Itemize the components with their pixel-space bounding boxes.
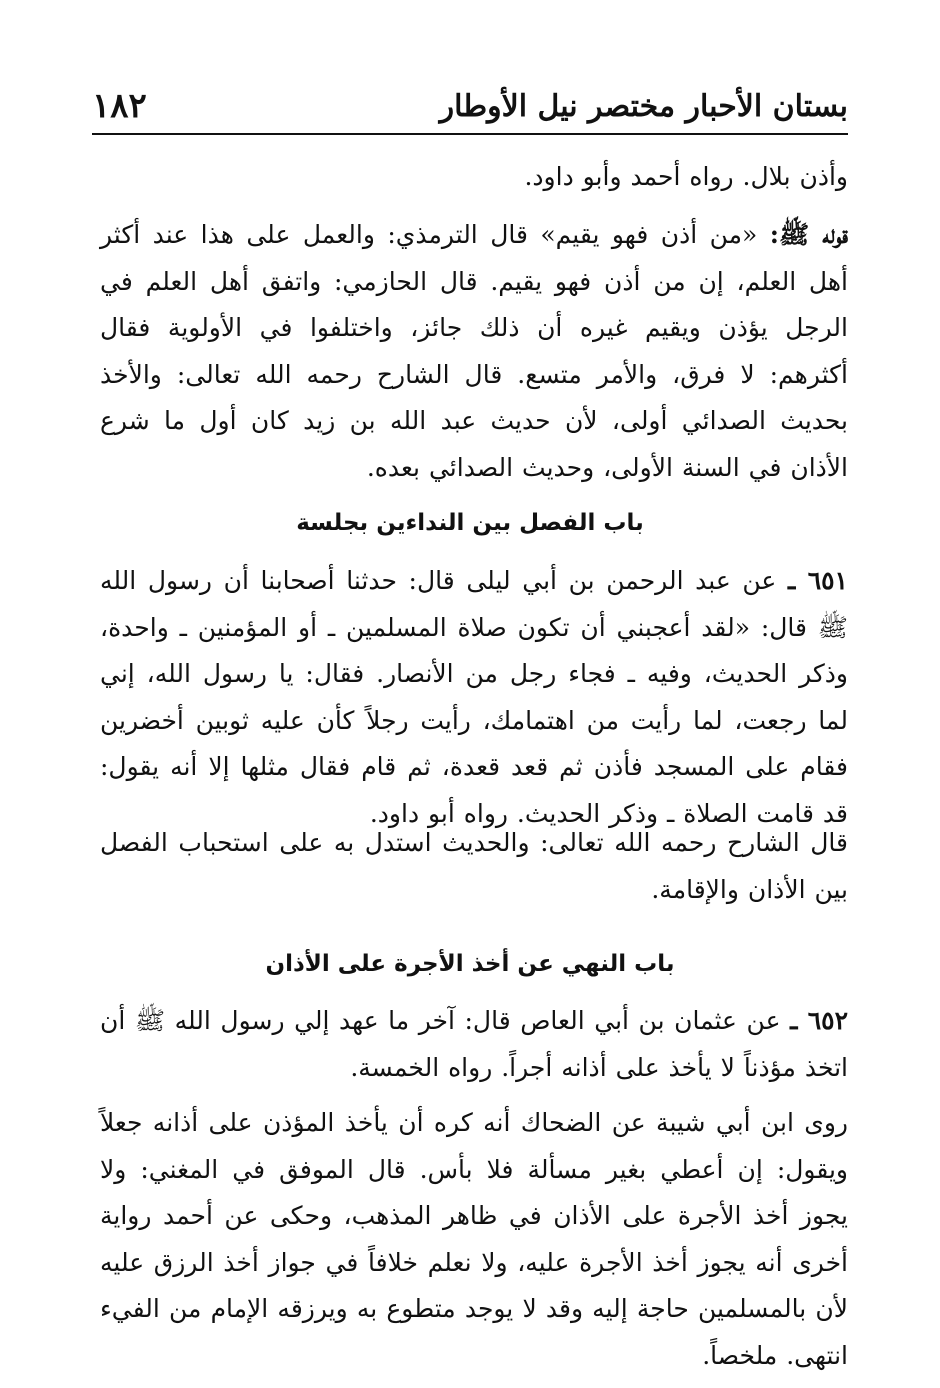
chapter-heading-1: باب الفصل بين النداءين بجلسة (296, 510, 644, 536)
page-header (92, 78, 848, 134)
chapter-heading-2: باب النهي عن أخذ الأجرة على الأذان (265, 951, 675, 977)
commentary-paragraph-1 (100, 212, 848, 491)
commentary-paragraph-2 (100, 820, 848, 913)
running-title: بستان الأحبار مختصر نيل الأوطار (439, 88, 848, 124)
header-divider (92, 133, 848, 135)
hadith-651 (100, 558, 848, 837)
commentary-text: روى ابن أبي شيبة عن الضحاك أنه كره أن يأخذ المؤذن على أذانه جعلاً ويقول: إن أعطي بغير مسألة فلا بأس. قال الموفق في المغني: ولا يجوز أخذ الأجرة على الأذان في ظاهر المذهب، وحكى عن أحمد رواية أخرى أنه يجوز أخذ الأجرة عليه، ولا نعلم خلافاً في جواز أخذ الرزق عليه لأن بالمسلمين حاجة إليه وقد لا يوجد متطوع به ويرزقه الإمام من الفيء انتهى. ملخصاً. (100, 1108, 848, 1370)
hadith-continuation (100, 154, 848, 201)
commentary-text: قال الشارح رحمه الله تعالى: والحديث استدل به على استحباب الفصل بين الأذان والإقامة. (100, 828, 848, 904)
commentary-paragraph-3 (100, 1100, 848, 1379)
hadith-number: ٦٥٢ ـ (790, 1006, 849, 1035)
hadith-text: عن عبد الرحمن بن أبي ليلى قال: حدثنا أصحابنا أن رسول الله ﷺ قال: «لقد أعجبني أن تكون صلاة المسلمين ـ أو المؤمنين ـ واحدة، وذكر الحديث، وفيه ـ فجاء رجل من الأنصار. فقال: يا رسول الله، إني لما رجعت، لما رأيت من اهتمامك، رأيت رجلاً كأن عليه ثوبين أخضرين فقام على المسجد فأذن ثم قعد قعدة، ثم قام فقال مثلها إلا أنه يقول: قد قامت الصلاة ـ وذكر الحديث. رواه أبو داود. (100, 566, 848, 828)
commentary-text: «من أذن فهو يقيم» قال الترمذي: والعمل على هذا عند أكثر أهل العلم، إن من أذن فهو يقيم. قال الحازمي: واتفق أهل العلم في الرجل يؤذن ويقيم غيره أن ذلك جائز، واختلفوا في الأولوية فقال أكثرهم: لا فرق، والأمر متسع. قال الشارح رحمه الله تعالى: والأخذ بحديث الصدائي أولى، لأن حديث عبد الله بن زيد كان أول ما شرع الأذان في السنة الأولى، وحديث الصدائي بعده. (100, 220, 848, 482)
hadith-652 (100, 998, 848, 1091)
hadith-number: ٦٥١ ـ (787, 566, 848, 595)
hadith-text: عن عثمان بن أبي العاص قال: آخر ما عهد إلي رسول الله ﷺ أن اتخذ مؤذناً لا يأخذ على أذانه أجراً. رواه الخمسة. (100, 1006, 848, 1082)
commentary-lead: قوله ﷺ: (769, 220, 848, 249)
hadith-continuation-text: وأذن بلال. رواه أحمد وأبو داود. (524, 162, 848, 191)
page-number: ١٨٢ (92, 86, 147, 126)
